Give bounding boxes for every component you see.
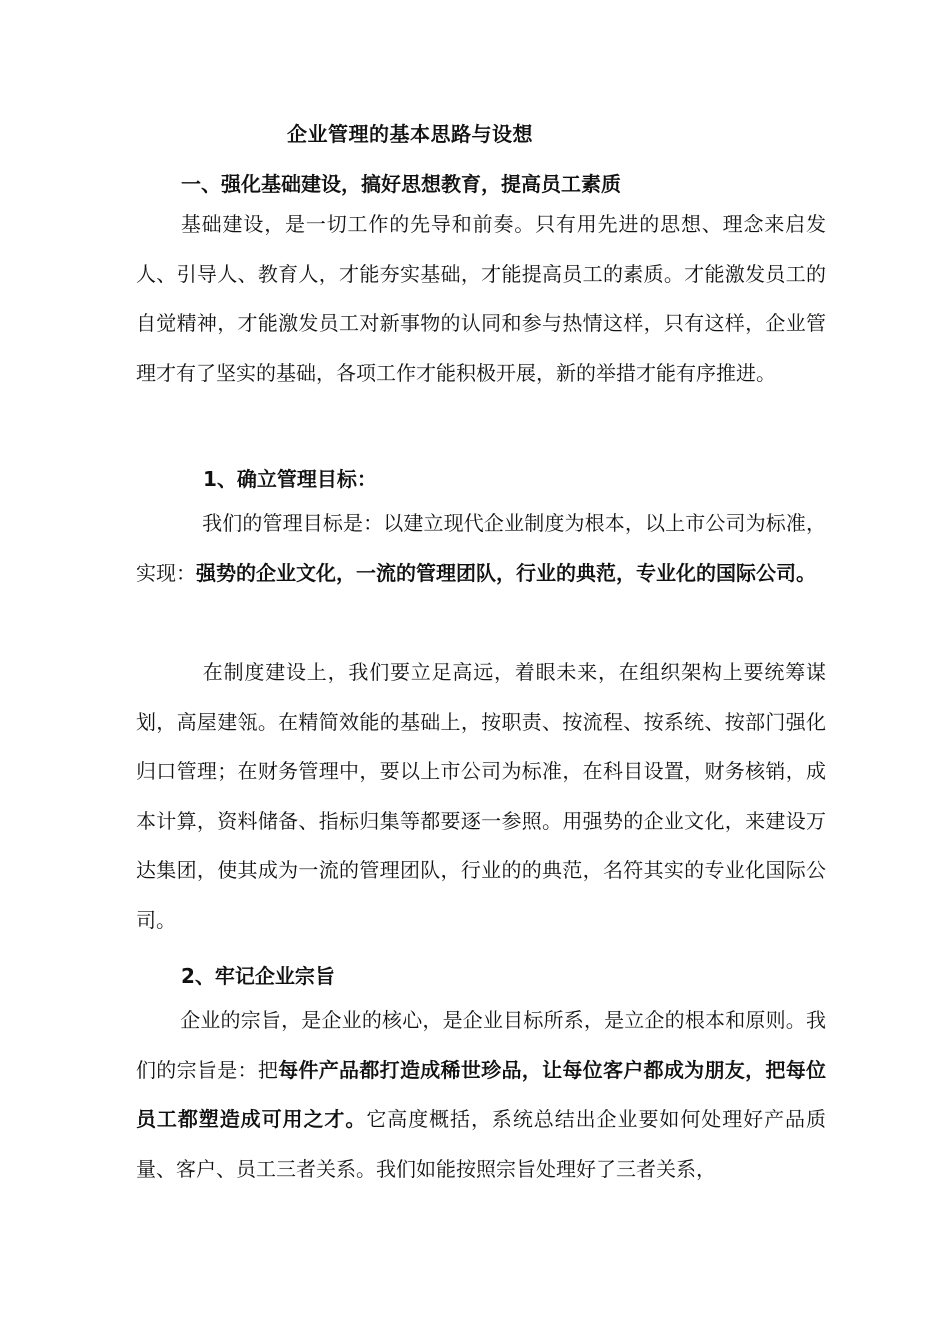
section1-paragraph	[136, 200, 826, 398]
sub2-paragraph-text-pre: 企业的宗旨，是企业的核心，是企业目标所系，是立企的根本和原则。我们的宗旨是：把	[136, 1008, 826, 1082]
sub1-paragraph-1-bold: 强势的企业文化，一流的管理团队，行业的典范，专业化的国际公司。	[196, 560, 816, 585]
section-heading-1: 一、强化基础建设，搞好思想教育，提高员工素质	[181, 172, 621, 196]
sub1-paragraph-1	[136, 499, 826, 598]
sub2-paragraph	[136, 996, 826, 1194]
sub2-paragraph-bold: 每件产品都打造成稀世珍品，让每位客户都成为朋友，把每位员工都塑造成可用之才。	[136, 1057, 827, 1132]
section1-paragraph-text: 基础建设，是一切工作的先导和前奏。只有用先进的思想、理念来启发人、引导人、教育人，才能夯实基础，才能提高员工的素质。才能激发员工的自觉精神，才能激发员工对新事物的认同和参与热情这样，只有这样，企业管理才有了坚实的基础，各项工作才能积极开展，新的举措才能有序推进。	[136, 212, 826, 385]
sub1-paragraph-2	[136, 648, 826, 946]
subheading-2: 2、牢记企业宗旨	[181, 964, 335, 988]
sub2-paragraph-text-post: 它高度概括，系统总结出企业要如何处理好产品质量、客户、员工三者关系。我们如能按照宗旨处理好了三者关系，	[136, 1107, 826, 1181]
sub1-paragraph-2-text: 在制度建设上，我们要立足高远，着眼未来，在组织架构上要统筹谋划，高屋建瓴。在精简效能的基础上，按职责、按流程、按系统、按部门强化归口管理；在财务管理中，要以上市公司为标准，在科目设置，财务核销，成本计算，资料储备、指标归集等都要逐一参照。用强势的企业文化，来建设万达集团，使其成为一流的管理团队，行业的的典范，名符其实的专业化国际公司。	[136, 660, 826, 932]
document-title: 企业管理的基本思路与设想	[287, 122, 533, 146]
sub1-paragraph-1-text: 我们的管理目标是：以建立现代企业制度为根本，以上市公司为标准，实现：	[136, 511, 826, 585]
subheading-1: 1、确立管理目标：	[203, 467, 377, 491]
